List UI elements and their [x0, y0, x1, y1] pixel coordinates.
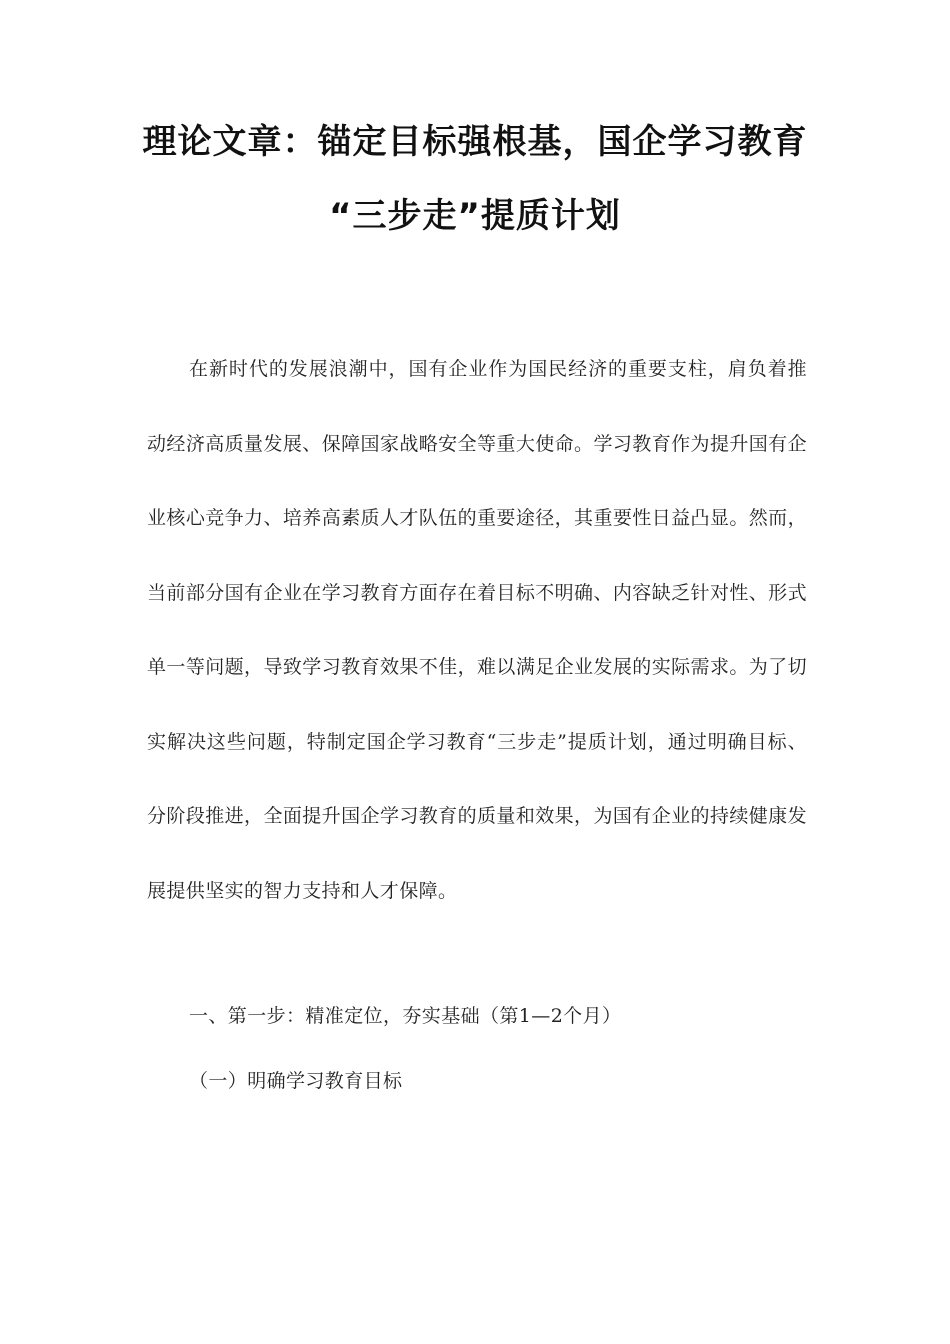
intro-paragraph: 在新时代的发展浪潮中，国有企业作为国民经济的重要支柱，肩负着推动经济高质量发展、保障国家战略安全等重大使命。学习教育作为提升国有企业核心竞争力、培养高素质人才队伍的重要途径，其重要性日益凸显。然而，当前部分国有企业在学习教育方面存在着目标不明确、内容缺乏针对性、形式单一等问题，导致学习教育效果不佳，难以满足企业发展的实际需求。为了切实解决这些问题，特制定国企学习教育“三步走”提质计划，通过明确目标、分阶段推进，全面提升国企学习教育的质量和效果，为国有企业的持续健康发展提供坚实的智力支持和人才保障。 — [147, 358, 807, 902]
document-title-line-2: “三步走”提质计划 — [329, 196, 621, 236]
document-title-line-1: 理论文章：锚定目标强根基，国企学习教育 — [142, 122, 808, 162]
subsection-heading-goals: （一）明确学习教育目标 — [189, 1070, 403, 1092]
section-heading-step-one: 一、第一步：精准定位，夯实基础（第1—2个月） — [189, 1005, 622, 1027]
